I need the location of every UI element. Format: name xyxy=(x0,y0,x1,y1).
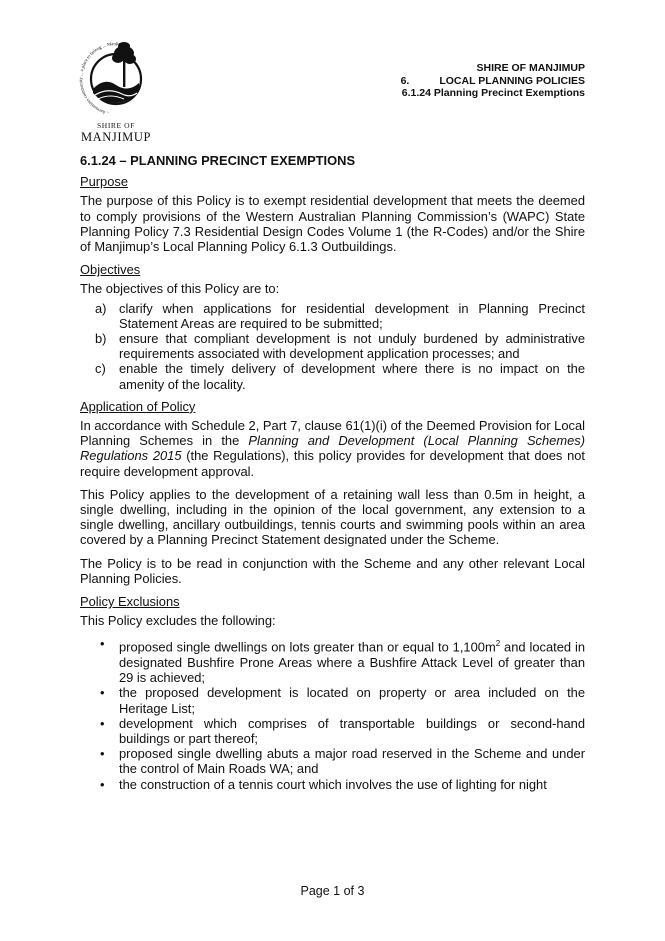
exclusions-intro: This Policy excludes the following: xyxy=(80,613,276,629)
list-item-text: the proposed development is located on property or area included on the Heritage List; xyxy=(119,685,585,716)
list-item xyxy=(80,685,585,715)
list-item-letter: b) xyxy=(95,331,107,347)
page-header xyxy=(401,62,585,100)
text-run: (the Regulations), this policy provides for development that does not require development approval. xyxy=(80,448,585,479)
application-heading: Application of Policy xyxy=(80,398,196,414)
bullet-icon: • xyxy=(100,685,105,701)
bullet-icon: • xyxy=(100,715,105,731)
header-policy: 6.1.24 Planning Precinct Exemptions xyxy=(401,87,585,99)
logo-line2: MANJIMUP xyxy=(80,130,152,144)
exclusions-heading: Policy Exclusions xyxy=(80,594,180,610)
application-paragraph-2: This Policy applies to the development of a retaining wall less than 0.5m in height, a single dwelling, including in the opinion of the local government, any extension to a single dwelling, ancillary outbuildings, tennis courts and swimming pools within an area covered by a Planning Precinct Statement designated under the Scheme. xyxy=(80,486,585,548)
text-run: In accordance with Schedule 2, Part 7, clause 61(1)(i) of the Deemed Provision for Local Planning Schemes in the xyxy=(80,418,585,449)
list-item xyxy=(80,716,585,746)
list-item xyxy=(80,361,585,391)
list-item-text: and located in designated Bushfire Prone Areas where a Bushfire Attack Level of greater than 29 is achieved; xyxy=(119,639,585,686)
list-item-text: proposed single dwelling abuts a major road reserved in the Scheme and under the control of Main Roads WA; and xyxy=(119,746,585,777)
objectives-heading: Objectives xyxy=(80,262,141,278)
list-item xyxy=(80,777,585,792)
logo-ring-text: ... harmonious community ... a place to belong ... Manjimup xyxy=(78,40,128,117)
list-item xyxy=(80,636,585,685)
purpose-text: The purpose of this Policy is to exempt residential development that meets the deemed to comply provisions of the Western Australian Planning Commission’s (WAPC) State Planning Policy 7.3 Residential Design Codes Volume 1 (the R-Codes) and/or the Shire of Manjimup’s Local Planning Policy 6.1.3 Outbuildings. xyxy=(80,193,585,255)
logo-line1: SHIRE OF xyxy=(97,121,135,130)
purpose-heading: Purpose xyxy=(80,174,129,190)
regulations-title: Planning and Development (Local Planning Schemes) Regulations 2015 xyxy=(80,433,585,464)
shire-emblem-icon xyxy=(78,37,154,119)
bullet-icon: • xyxy=(100,746,105,762)
objectives-list xyxy=(80,301,585,392)
list-item-text: clarify when applications for residential development in Planning Precinct Statement Areas are required to be submitted; xyxy=(119,300,585,331)
list-item-letter: c) xyxy=(95,361,106,377)
policy-title: 6.1.24 – PLANNING PRECINCT EXEMPTIONS xyxy=(80,153,356,168)
list-item xyxy=(80,746,585,776)
bullet-icon: • xyxy=(100,776,105,792)
list-item-text: ensure that compliant development is not unduly burdened by administrative requirements associated with development application processes; and xyxy=(119,331,585,362)
objectives-intro: The objectives of this Policy are to: xyxy=(80,281,280,297)
page-number: Page 1 of 3 xyxy=(300,884,365,898)
list-item-letter: a) xyxy=(95,300,107,316)
list-item-text: proposed single dwellings on lots greater than or equal to 1,100m xyxy=(119,639,496,655)
superscript: 2 xyxy=(495,639,501,649)
list-item xyxy=(80,301,585,331)
bullet-icon: • xyxy=(100,636,105,652)
header-org: SHIRE OF MANJIMUP xyxy=(476,62,585,74)
exclusions-list xyxy=(80,636,585,791)
application-paragraph-3: The Policy is to be read in conjunction with the Scheme and any other relevant Local Planning Policies. xyxy=(80,555,585,586)
list-item-text: enable the timely delivery of development where there is no impact on the amenity of the locality. xyxy=(119,361,585,392)
list-item-text: development which comprises of transportable buildings or second-hand buildings or part thereof; xyxy=(119,715,585,746)
list-item-text: the construction of a tennis court which involves the use of lighting for night xyxy=(119,776,547,792)
header-section-title: LOCAL PLANNING POLICIES xyxy=(439,74,585,87)
list-item xyxy=(80,331,585,361)
header-section xyxy=(401,75,585,88)
application-paragraph-1 xyxy=(80,418,585,479)
header-section-number: 6. xyxy=(400,74,410,87)
policy-body xyxy=(80,153,585,792)
shire-logo xyxy=(78,37,154,144)
